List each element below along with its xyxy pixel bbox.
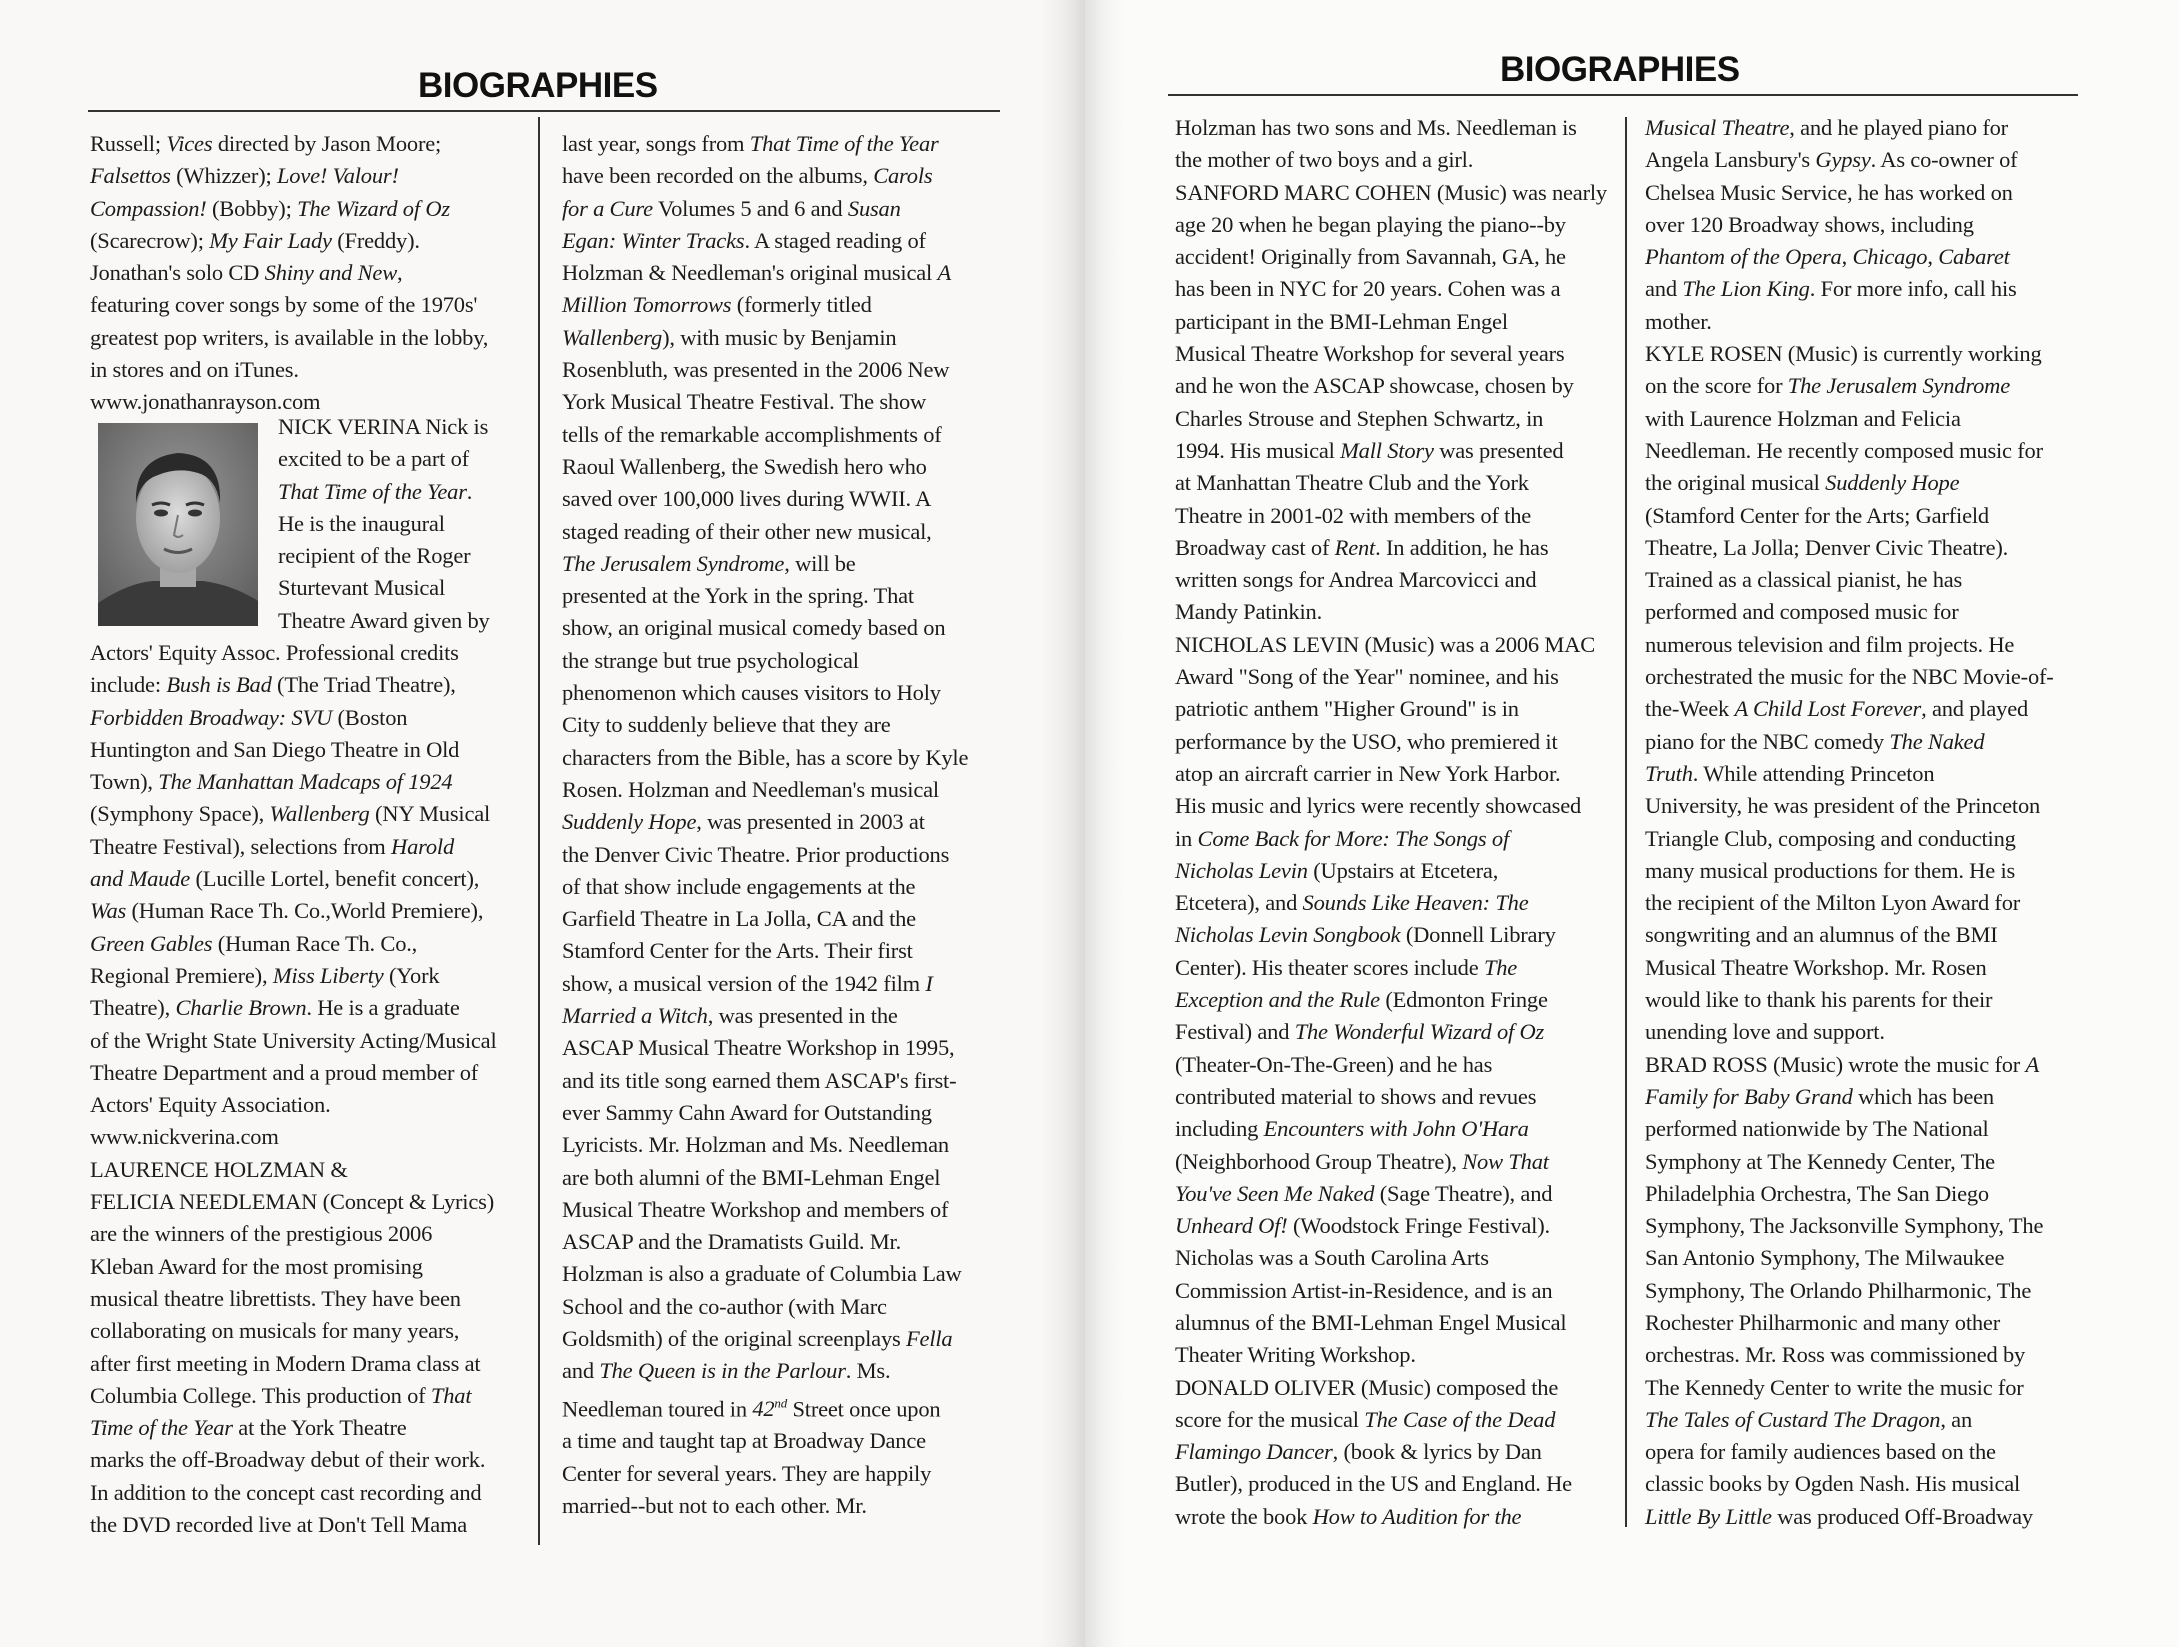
text-line: orchestrated the music for the NBC Movie-of- xyxy=(1645,664,2054,690)
text-line: age 20 when he began playing the piano--by xyxy=(1175,211,1566,237)
text-line: Theatre Festival), selections from Harold xyxy=(90,833,455,859)
text-line: on the score for The Jerusalem Syndrome xyxy=(1645,373,2011,399)
text-line: last year, songs from That Time of the Year xyxy=(562,131,939,156)
text-line: The Tales of Custard The Dragon, an xyxy=(1645,1406,1972,1432)
text-line: The Jerusalem Syndrome, will be xyxy=(562,550,856,576)
text-line: NICHOLAS LEVIN (Music) was a 2006 MAC xyxy=(1175,631,1596,657)
text-line: Festival) and The Wonderful Wizard of Oz xyxy=(1175,1019,1545,1045)
text-line: (Symphony Space), Wallenberg (NY Musical xyxy=(90,801,491,827)
text-line: He is the inaugural xyxy=(278,510,445,536)
text-line: Actors' Equity Association. xyxy=(90,1092,331,1118)
text-line: wrote the book How to Audition for the xyxy=(1175,1503,1522,1529)
text-line: Rochester Philharmonic and many other xyxy=(1645,1309,2001,1335)
text-line: and its title song earned them ASCAP's first- xyxy=(562,1067,957,1093)
text-line: Center for several years. They are happily xyxy=(562,1460,932,1486)
column-divider-left xyxy=(538,117,540,1545)
text-line: show, a musical version of the 1942 film I xyxy=(562,970,933,996)
text-line: Nicholas was a South Carolina Arts xyxy=(1175,1245,1489,1271)
text-line: Theatre Award given by xyxy=(278,607,490,633)
text-line: Center). His theater scores include The xyxy=(1175,954,1518,980)
nick-verina-intro xyxy=(278,411,528,637)
text-line: Musical Theatre Workshop for several years xyxy=(1175,341,1565,367)
text-line: participant in the BMI-Lehman Engel xyxy=(1175,308,1508,334)
text-line: Town), The Manhattan Madcaps of 1924 xyxy=(90,769,453,795)
text-line: Award "Song of the Year" nominee, and his xyxy=(1175,664,1559,690)
text-line: the-Week A Child Lost Forever, and played xyxy=(1645,696,2029,722)
text-line: at Manhattan Theatre Club and the York xyxy=(1175,470,1529,496)
text-line: 1994. His musical Mall Story was presented xyxy=(1175,437,1564,463)
text-line: with Laurence Holzman and Felicia xyxy=(1645,405,1961,431)
text-line: Angela Lansbury's Gypsy. As co-owner of xyxy=(1645,147,2018,173)
text-line: University, he was president of the Princeton xyxy=(1645,793,2041,819)
text-line: ASCAP and the Dramatists Guild. Mr. xyxy=(562,1229,902,1255)
text-line: Commission Artist-in-Residence, and is an xyxy=(1175,1277,1553,1303)
text-line: Symphony, The Orlando Philharmonic, The xyxy=(1645,1277,2032,1303)
text-line: for a Cure Volumes 5 and 6 and Susan xyxy=(562,195,901,221)
text-line: numerous television and film projects. He xyxy=(1645,631,2015,657)
left-column-2 xyxy=(562,128,1002,1522)
text-line: Trained as a classical pianist, he has xyxy=(1645,567,1963,593)
text-line: Holzman has two sons and Ms. Needleman is xyxy=(1175,115,1577,140)
text-line: a time and taught tap at Broadway Dance xyxy=(562,1428,926,1454)
text-line: performed and composed music for xyxy=(1645,599,1959,625)
text-line: FELICIA NEEDLEMAN (Concept & Lyrics) xyxy=(90,1189,494,1215)
text-line: classic books by Ogden Nash. His musical xyxy=(1645,1471,2021,1497)
text-line: Musical Theatre Workshop. Mr. Rosen xyxy=(1645,954,1987,980)
text-line: Family for Baby Grand which has been xyxy=(1645,1083,1994,1109)
text-line: Rosenbluth, was presented in the 2006 New xyxy=(562,357,950,383)
text-line: Columbia College. This production of That xyxy=(90,1382,472,1408)
text-line: show, an original musical comedy based on xyxy=(562,615,946,641)
text-line: are both alumni of the BMI-Lehman Engel xyxy=(562,1164,941,1190)
text-line: the mother of two boys and a girl. xyxy=(1175,147,1474,173)
text-line: are the winners of the prestigious 2006 xyxy=(90,1221,433,1247)
text-line: Forbidden Broadway: SVU (Boston xyxy=(90,704,408,730)
text-line: San Antonio Symphony, The Milwaukee xyxy=(1645,1245,2005,1271)
text-line: recipient of the Roger xyxy=(278,543,471,569)
text-line: Chelsea Music Service, he has worked on xyxy=(1645,179,2013,205)
text-line: the Denver Civic Theatre. Prior productions xyxy=(562,841,950,867)
text-line: tells of the remarkable accomplishments of xyxy=(562,421,942,447)
text-line: opera for family audiences based on the xyxy=(1645,1439,1996,1465)
text-line: In addition to the concept cast recording and xyxy=(90,1479,482,1505)
text-line: alumnus of the BMI-Lehman Engel Musical xyxy=(1175,1309,1567,1335)
text-line: Needleman toured in 42nd Street once upon xyxy=(562,1395,941,1422)
text-line: Wallenberg), with music by Benjamin xyxy=(562,324,897,350)
column-divider-right xyxy=(1625,117,1627,1527)
text-line: Mandy Patinkin. xyxy=(1175,599,1322,625)
text-line: Symphony at The Kennedy Center, The xyxy=(1645,1148,1995,1174)
text-line: characters from the Bible, has a score by Kyle xyxy=(562,744,969,770)
text-line: Symphony, The Jacksonville Symphony, The xyxy=(1645,1213,2044,1239)
gutter-shadow-right xyxy=(1085,0,1125,1647)
text-line: (Stamford Center for the Arts; Garfield xyxy=(1645,502,1989,528)
text-line: Egan: Winter Tracks. A staged reading of xyxy=(562,227,926,253)
text-line: and he won the ASCAP showcase, chosen by xyxy=(1175,373,1574,399)
page-heading-right: BIOGRAPHIES xyxy=(1500,50,1740,89)
text-line: piano for the NBC comedy The Naked xyxy=(1645,728,1985,754)
text-line: Jonathan's solo CD Shiny and New, xyxy=(90,260,403,286)
text-line: the recipient of the Milton Lyon Award for xyxy=(1645,890,2021,916)
text-line: atop an aircraft carrier in New York Harbor. xyxy=(1175,760,1561,786)
page-heading-left: BIOGRAPHIES xyxy=(418,66,658,105)
text-line: Holzman & Needleman's original musical A xyxy=(562,260,952,286)
text-line: over 120 Broadway shows, including xyxy=(1645,211,1974,237)
text-line: ASCAP Musical Theatre Workshop in 1995, xyxy=(562,1035,955,1061)
text-line: Triangle Club, composing and conducting xyxy=(1645,825,2016,851)
text-line: Flamingo Dancer, (book & lyrics by Dan xyxy=(1175,1439,1542,1465)
text-line: greatest pop writers, is available in the lobby, xyxy=(90,324,489,350)
text-line: performance by the USO, who premiered it xyxy=(1175,728,1558,754)
text-line: including Encounters with John O'Hara xyxy=(1175,1116,1529,1142)
text-line: mother. xyxy=(1645,308,1712,334)
text-line: Suddenly Hope, was presented in 2003 at xyxy=(562,809,925,835)
heading-rule-left xyxy=(88,110,1000,112)
text-line: SANFORD MARC COHEN (Music) was nearly xyxy=(1175,179,1607,205)
text-line: Nicholas Levin Songbook (Donnell Library xyxy=(1175,922,1556,948)
text-line: Regional Premiere), Miss Liberty (York xyxy=(90,962,440,988)
text-line: Goldsmith) of the original screenplays Fella xyxy=(562,1325,953,1351)
text-line: the DVD recorded live at Don't Tell Mama xyxy=(90,1512,468,1538)
text-line: Raoul Wallenberg, the Swedish hero who xyxy=(562,453,927,479)
text-line: performed nationwide by The National xyxy=(1645,1116,1989,1142)
text-line: School and the co-author (with Marc xyxy=(562,1293,887,1319)
text-line: Sturtevant Musical xyxy=(278,575,445,601)
gutter-shadow-left xyxy=(1040,0,1085,1647)
text-line: Unheard Of! (Woodstock Fringe Festival). xyxy=(1175,1213,1550,1239)
text-line: You've Seen Me Naked (Sage Theatre), and xyxy=(1175,1180,1553,1206)
text-line: musical theatre librettists. They have been xyxy=(90,1285,461,1311)
text-line: saved over 100,000 lives during WWII. A xyxy=(562,486,932,512)
text-line: staged reading of their other new musical, xyxy=(562,518,932,544)
text-line: orchestras. Mr. Ross was commissioned by xyxy=(1645,1342,2026,1368)
text-line: Actors' Equity Assoc. Professional credits xyxy=(90,640,459,665)
text-line: excited to be a part of xyxy=(278,446,469,472)
text-line: The Kennedy Center to write the music for xyxy=(1645,1374,2024,1400)
text-line: Holzman is also a graduate of Columbia Law xyxy=(562,1261,962,1287)
text-line: Russell; Vices directed by Jason Moore; xyxy=(90,131,442,156)
text-line: have been recorded on the albums, Carols xyxy=(562,163,933,189)
text-line: Theatre), Charlie Brown. He is a graduate xyxy=(90,995,460,1021)
text-line: (Neighborhood Group Theatre), Now That xyxy=(1175,1148,1549,1174)
text-line: Nicholas Levin (Upstairs at Etcetera, xyxy=(1175,857,1499,883)
text-line: LAURENCE HOLZMAN & xyxy=(90,1156,348,1182)
text-line: Musical Theatre Workshop and members of xyxy=(562,1196,949,1222)
text-line: Broadway cast of Rent. In addition, he has xyxy=(1175,534,1549,560)
text-line: Philadelphia Orchestra, The San Diego xyxy=(1645,1180,1989,1206)
text-line: Was (Human Race Th. Co.,World Premiere), xyxy=(90,898,484,924)
text-line: NICK VERINA Nick is xyxy=(278,414,489,439)
text-line: Stamford Center for the Arts. Their first xyxy=(562,938,913,964)
text-line: Theatre in 2001-02 with members of the xyxy=(1175,502,1532,528)
text-line: Etcetera), and Sounds Like Heaven: The xyxy=(1175,890,1529,916)
text-line: Charles Strouse and Stephen Schwartz, in xyxy=(1175,405,1544,431)
text-line: Garfield Theatre in La Jolla, CA and the xyxy=(562,906,916,932)
text-line: contributed material to shows and revues xyxy=(1175,1083,1537,1109)
text-line: the original musical Suddenly Hope xyxy=(1645,470,1960,496)
text-line: many musical productions for them. He is xyxy=(1645,857,2016,883)
left-column-1-lower xyxy=(90,637,530,1541)
text-line: (Scarecrow); My Fair Lady (Freddy). xyxy=(90,227,420,253)
heading-rule-right xyxy=(1168,94,2078,96)
right-column-1 xyxy=(1175,112,1615,1533)
text-line: score for the musical The Case of the Dead xyxy=(1175,1406,1556,1432)
text-line: Falsettos (Whizzer); Love! Valour! xyxy=(90,163,399,189)
text-line: Lyricists. Mr. Holzman and Ms. Needleman xyxy=(562,1132,949,1158)
text-line: Compassion! (Bobby); The Wizard of Oz xyxy=(90,195,450,221)
text-line: unending love and support. xyxy=(1645,1019,1885,1045)
text-line: BRAD ROSS (Music) wrote the music for A xyxy=(1645,1051,2040,1077)
text-line: in Come Back for More: The Songs of xyxy=(1175,825,1509,851)
text-line: in stores and on iTunes. xyxy=(90,357,299,383)
text-line: Phantom of the Opera, Chicago, Cabaret xyxy=(1645,244,2010,270)
text-line: Time of the Year at the York Theatre xyxy=(90,1415,407,1441)
text-line: Butler), produced in the US and England. He xyxy=(1175,1471,1572,1497)
text-line: ever Sammy Cahn Award for Outstanding xyxy=(562,1099,932,1125)
text-line: after first meeting in Modern Drama class at xyxy=(90,1350,481,1376)
text-line: Needleman. He recently composed music for xyxy=(1645,437,2043,463)
text-line: Exception and the Rule (Edmonton Fringe xyxy=(1175,987,1548,1013)
text-line: His music and lyrics were recently showcased xyxy=(1175,793,1582,819)
text-line: patriotic anthem "Higher Ground" is in xyxy=(1175,696,1519,722)
text-line: Rosen. Holzman and Needleman's musical xyxy=(562,776,939,802)
text-line: Huntington and San Diego Theatre in Old xyxy=(90,736,460,762)
text-line: songwriting and an alumnus of the BMI xyxy=(1645,922,1998,948)
text-line: the strange but true psychological xyxy=(562,647,859,673)
left-column-1-top xyxy=(90,128,530,419)
text-line: Truth. While attending Princeton xyxy=(1645,760,1935,786)
text-line: collaborating on musicals for many years, xyxy=(90,1318,460,1344)
text-line: and The Queen is in the Parlour. Ms. xyxy=(562,1358,891,1384)
text-line: York Musical Theatre Festival. The show xyxy=(562,389,927,415)
text-line: That Time of the Year. xyxy=(278,478,473,504)
text-line: Married a Witch, was presented in the xyxy=(562,1003,898,1029)
text-line: phenomenon which causes visitors to Holy xyxy=(562,680,941,706)
right-column-2 xyxy=(1645,112,2085,1533)
text-line: include: Bush is Bad (The Triad Theatre), xyxy=(90,672,456,698)
text-line: written songs for Andrea Marcovicci and xyxy=(1175,567,1537,593)
text-line: of that show include engagements at the xyxy=(562,873,916,899)
text-line: www.jonathanrayson.com xyxy=(90,389,321,415)
text-line: City to suddenly believe that they are xyxy=(562,712,891,738)
text-line: would like to thank his parents for their xyxy=(1645,987,1993,1013)
text-line: DONALD OLIVER (Music) composed the xyxy=(1175,1374,1559,1400)
text-line: marks the off-Broadway debut of their work. xyxy=(90,1447,486,1473)
text-line: KYLE ROSEN (Music) is currently working xyxy=(1645,341,2042,367)
text-line: Theatre Department and a proud member of xyxy=(90,1059,479,1085)
text-line: of the Wright State University Acting/Musical xyxy=(90,1027,497,1053)
text-line: and Maude (Lucille Lortel, benefit concert), xyxy=(90,866,480,892)
text-line: Musical Theatre, and he played piano for xyxy=(1645,115,2008,140)
text-line: featuring cover songs by some of the 1970s' xyxy=(90,292,478,318)
text-line: married--but not to each other. Mr. xyxy=(562,1492,867,1518)
nick-verina-headshot xyxy=(98,423,258,626)
text-line: and The Lion King. For more info, call his xyxy=(1645,276,2017,302)
text-line: Million Tomorrows (formerly titled xyxy=(562,292,872,318)
text-line: Theatre, La Jolla; Denver Civic Theatre). xyxy=(1645,534,2009,560)
text-line: has been in NYC for 20 years. Cohen was a xyxy=(1175,276,1561,302)
text-line: Theater Writing Workshop. xyxy=(1175,1342,1416,1368)
text-line: Little By Little was produced Off-Broadway xyxy=(1645,1503,2033,1529)
text-line: Green Gables (Human Race Th. Co., xyxy=(90,930,418,956)
text-line: accident! Originally from Savannah, GA, he xyxy=(1175,244,1566,270)
text-line: www.nickverina.com xyxy=(90,1124,279,1150)
text-line: (Theater-On-The-Green) and he has xyxy=(1175,1051,1493,1077)
text-line: presented at the York in the spring. That xyxy=(562,583,914,609)
text-line: Kleban Award for the most promising xyxy=(90,1253,423,1279)
